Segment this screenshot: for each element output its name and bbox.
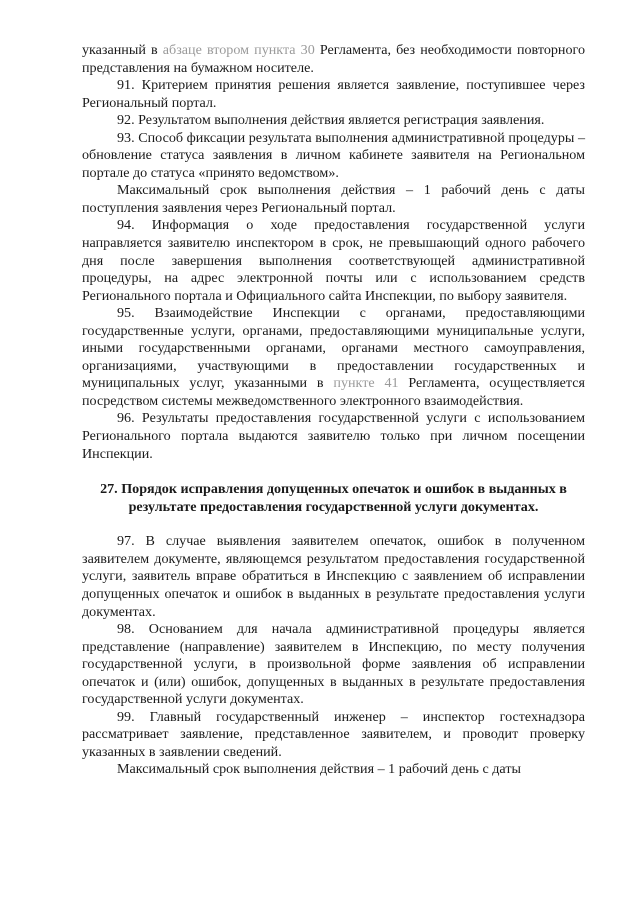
paragraphs-after-section xyxy=(82,533,585,779)
paragraph-p96 xyxy=(82,410,585,463)
paragraph-text: 97. В случае выявления заявителем опечаток, ошибок в полученном заявителем документе, являющемся результатом предоставления государственной услуги, заявитель вправе обратиться в Инспекцию с заявлением об исправлении допущенных опечаток и ошибок в выданных в результате предоставления услуги документах. xyxy=(82,533,585,620)
paragraph-p95 xyxy=(82,305,585,410)
paragraph-p91 xyxy=(82,77,585,112)
paragraph-text: 99. Главный государственный инженер – инспектор гостехнадзора рассматривает заявление, представленное заявителем, и проводит проверку указанных в заявлении сведений. xyxy=(82,708,585,760)
paragraph-p97 xyxy=(82,533,585,621)
paragraph-text: 94. Информация о ходе предоставления государственной услуги направляется заявителю инспектором в срок, не превышающий одного рабочего дня после завершения выполнения соответствующей административной процедуры, на адрес электронной почты или с использованием средств Регионального портала и Официального сайта Инспекции, по выбору заявителя. xyxy=(82,217,585,304)
paragraph-p99-term xyxy=(82,761,585,779)
paragraph-text: 98. Основанием для начала административной процедуры является представление (направление) заявителем в Инспекцию, по месту получения государственной услуги, в произвольной форме заявления об исправлении опечаток и (или) ошибок, допущенных в выданных в результате предоставления государственной услуги документах. xyxy=(82,621,585,708)
paragraph-p99 xyxy=(82,709,585,762)
paragraph-text: 96. Результаты предоставления государственной услуги с использованием Регионального портала выдаются заявителю только при личном посещении Инспекции. xyxy=(82,410,585,462)
paragraph-p90-tail xyxy=(82,42,585,77)
paragraph-text: 93. Способ фиксации результата выполнения административной процедуры – обновление статуса заявления в личном кабинете заявителя на Региональном портале до статуса «принято ведомством». xyxy=(82,129,585,181)
paragraph-text: Регламента, без необходимости повторного представления на бумажном носителе. xyxy=(82,42,585,76)
paragraph-text: 92. Результатом выполнения действия является регистрация заявления. xyxy=(117,112,545,129)
paragraphs-before-section xyxy=(82,42,585,463)
paragraph-text: Максимальный срок выполнения действия – 1 рабочий день с даты поступления заявления через Региональный портал. xyxy=(82,182,585,216)
paragraph-text: Максимальный срок выполнения действия – 1 рабочий день с даты xyxy=(117,761,521,778)
paragraph-p92 xyxy=(82,112,585,130)
paragraph-text: Регламента, осуществляется посредством системы межведомственного электронного взаимодействия. xyxy=(82,375,586,409)
paragraph-text: 91. Критерием принятия решения является заявление, поступившее через Региональный портал. xyxy=(82,77,585,111)
paragraph-p93 xyxy=(82,130,585,183)
paragraph-text: указанный в xyxy=(82,42,163,58)
paragraph-p93-term xyxy=(82,182,585,217)
paragraph-text: 95. Взаимодействие Инспекции с органами, предоставляющими государственные услуги, органами, предоставляющими муниципальные услуги, иными государственными органами, органами местного самоуправления, организациями, участвующими в предоставлении государственных и муниципальных услуг, указанными в xyxy=(82,305,585,392)
document-body xyxy=(82,42,585,779)
paragraph-p94 xyxy=(82,217,585,305)
paragraph-p98 xyxy=(82,621,585,709)
reference-link-text: абзаце втором пункта 30 xyxy=(162,42,315,58)
reference-link-text: пункте 41 xyxy=(333,375,399,392)
section-heading: 27. Порядок исправления допущенных опечаток и ошибок в выданных в результате предоставления государственной услуги документах. xyxy=(100,481,567,515)
